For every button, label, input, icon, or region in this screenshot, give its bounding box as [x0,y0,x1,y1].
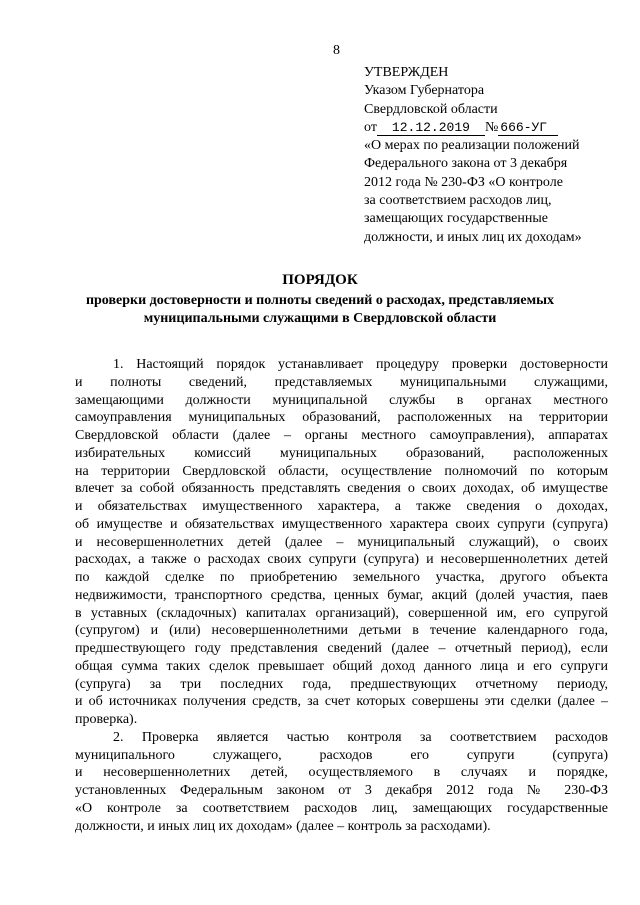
text-line: и несовершеннолетних детей (далее – муниципальный служащий), о своих [75,534,608,550]
text-line: должности, и иных лиц их доходам» (далее – контроль за расходами). [75,818,491,834]
text-line: и обязательствах имущественного характера, а также сведения о доходах, [75,499,608,514]
text-line: 1. Настоящий порядок устанавливает процедуру проверки достоверности [113,357,608,372]
paragraph-1 [75,356,608,729]
text-line: в уставных (складочных) капиталах организаций), совершенной им, его супругой [75,605,608,621]
text-line: «О контроле за соответствием расходов лиц, замещающих государственные [75,800,608,816]
decree-line: 2012 года № 230-ФЗ «О контроле [364,174,563,190]
text-line: об имуществе и обязательствах имущественного характера своих супруги (супруга) [75,516,608,532]
date-prefix: от [364,119,377,135]
text-line: недвижимости, транспортного средства, ценных бумаг, акций (долей участия, паев [75,587,608,603]
text-line: самоуправления муниципальных образований, расположенных на территории [75,410,608,426]
document-body [75,356,608,835]
approval-date: 12.12.2019 [377,121,485,136]
text-line: (супруга) за три последних года, предшествующих отчетному периоду, [75,676,608,692]
text-line: общая сумма таких сделок превышает общий доход данного лица и его супруги [75,658,608,674]
text-line: и несовершеннолетних детей, осуществляемого в случаях и порядке, [75,765,608,781]
text-line: установленных Федеральным законом от 3 декабря 2012 года № 230-ФЗ [75,783,608,798]
text-line: и об источниках получения средств, за счет которых совершены эти сделки (далее – [75,694,608,710]
text-line: Свердловской области (далее – органы местного самоуправления), аппаратах [75,428,608,443]
decree-line: «О мерах по реализации положений [364,138,580,154]
subtitle-line: муниципальными служащими в Свердловской области [143,310,497,326]
text-line: 2. Проверка является частью контроля за соответствием расходов [113,729,608,745]
text-line: проверка). [75,712,138,727]
decree-line: Федерального закона от 3 декабря [364,156,568,172]
page-number: 8 [333,43,340,58]
decree-line: за соответствием расходов лиц, [364,193,552,209]
approval-number: 666-УГ [498,121,558,136]
document-subtitle [0,292,640,327]
text-line: избирательных комиссий муниципальных образований, расположенных [75,445,608,461]
text-line: расходах, а также о расходах своих супруги (супруга) и несовершеннолетних детей [75,552,608,568]
approval-date-line [364,119,614,137]
text-line: влечет за собой обязанность представлять сведения о своих доходах, об имуществе [75,481,608,497]
number-prefix: № [484,119,499,135]
approval-heading: УТВЕРЖДЕН [364,65,449,80]
text-line: по каждой сделке по приобретению земельного участка, другого объекта [75,570,608,585]
text-line: муниципального служащего, расходов его супруги (супруга) [75,747,608,763]
approval-line-2: Свердловской области [364,101,498,117]
text-line: (супругом) и (или) несовершеннолетними детьми в течение календарного года, [75,623,608,639]
document-title: ПОРЯДОК [282,272,358,288]
text-line: предшествующего году представления сведений (далее – отчетный период), если [75,641,608,656]
text-line: и полноты сведений, представляемых муниципальными служащими, [75,374,608,390]
decree-line: замещающих государственные [364,211,548,227]
paragraph-2 [75,729,608,836]
approval-block [364,64,614,247]
text-line: замещающими должности муниципальной службы в органах местного [75,392,608,408]
approval-line-1: Указом Губернатора [364,83,485,99]
subtitle-line: проверки достоверности и полноты сведений о расходах, представляемых [85,293,555,308]
text-line: на территории Свердловской области, осуществление полномочий по которым [75,463,608,479]
decree-line: должности, и иных лиц их доходам» [364,229,582,245]
